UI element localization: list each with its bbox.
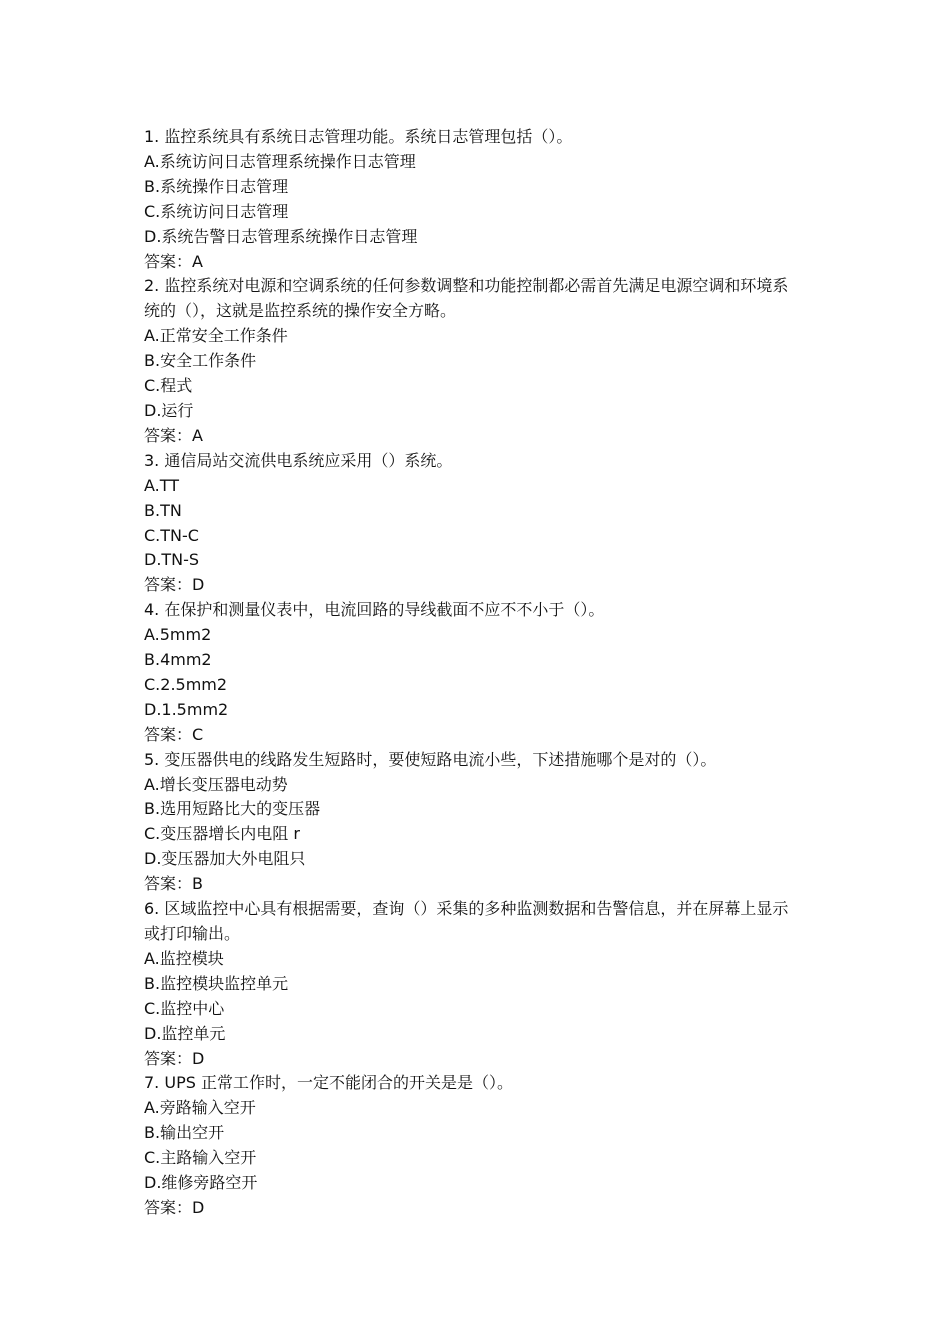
option-b: B.系统操作日志管理	[144, 176, 289, 196]
question-stem: 1. 监控系统具有系统日志管理功能。系统日志管理包括（）。	[144, 127, 573, 146]
option-c: C.TN-C	[144, 525, 199, 545]
answer: 答案：A	[144, 251, 203, 271]
option-c: C.主路输入空开	[144, 1148, 257, 1168]
option-a: A.正常安全工作条件	[144, 326, 288, 346]
option-b: B.安全工作条件	[144, 351, 257, 371]
option-d: D.监控单元	[144, 1023, 226, 1043]
answer: 答案：B	[144, 874, 203, 894]
question-stem-line-2: 或打印输出。	[144, 924, 241, 943]
option-d: D.系统告警日志管理系统操作日志管理	[144, 226, 418, 246]
option-c: C.程式	[144, 376, 193, 396]
option-b: B.4mm2	[144, 650, 212, 670]
question-stem-line-1: 2. 监控系统对电源和空调系统的任何参数调整和功能控制都必需首先满足电源空调和环境系	[144, 276, 789, 296]
question-4	[144, 598, 808, 747]
option-a: A.TT	[144, 475, 180, 495]
option-c: C.系统访问日志管理	[144, 201, 289, 221]
answer: 答案：A	[144, 425, 203, 445]
option-c: C.监控中心	[144, 998, 225, 1018]
option-b: B.TN	[144, 500, 182, 520]
option-a: A.5mm2	[144, 625, 212, 645]
option-c: C.2.5mm2	[144, 674, 228, 694]
answer: 答案：D	[144, 1197, 205, 1217]
question-7	[144, 1071, 808, 1220]
option-b: B.选用短路比大的变压器	[144, 799, 321, 819]
question-stem-line-2: 统的（），这就是监控系统的操作安全方略。	[144, 301, 457, 321]
option-b: B.输出空开	[144, 1123, 225, 1143]
option-a: A.监控模块	[144, 948, 224, 968]
question-1	[144, 125, 808, 274]
question-stem-line-1: 6. 区域监控中心具有根据需要，查询（）采集的多种监测数据和告警信息，并在屏幕上显示	[144, 899, 789, 919]
option-c: C.变压器增长内电阻 r	[144, 824, 300, 844]
question-stem: 4. 在保护和测量仪表中，电流回路的导线截面不应不不小于（）。	[144, 600, 605, 620]
answer: 答案：C	[144, 724, 204, 744]
question-stem: 5. 变压器供电的线路发生短路时，要使短路电流小些，下述措施哪个是对的（）。	[144, 749, 717, 769]
option-a: A.旁路输入空开	[144, 1098, 256, 1118]
option-d: D.变压器加大外电阻只	[144, 849, 306, 869]
option-b: B.监控模块监控单元	[144, 973, 289, 993]
answer: 答案：D	[144, 575, 205, 595]
option-d: D.运行	[144, 400, 194, 420]
option-a: A.增长变压器电动势	[144, 774, 288, 794]
question-stem: 7. UPS 正常工作时，一定不能闭合的开关是是（）。	[144, 1073, 513, 1093]
question-3	[144, 449, 808, 598]
document-page	[144, 125, 808, 1221]
option-d: D.维修旁路空开	[144, 1173, 258, 1193]
question-2	[144, 274, 808, 448]
option-d: D.1.5mm2	[144, 699, 229, 719]
question-5	[144, 748, 808, 897]
option-a: A.系统访问日志管理系统操作日志管理	[144, 151, 416, 171]
answer: 答案：D	[144, 1048, 205, 1068]
question-6	[144, 897, 808, 1071]
option-d: D.TN-S	[144, 550, 200, 570]
question-stem: 3. 通信局站交流供电系统应采用（）系统。	[144, 450, 453, 470]
